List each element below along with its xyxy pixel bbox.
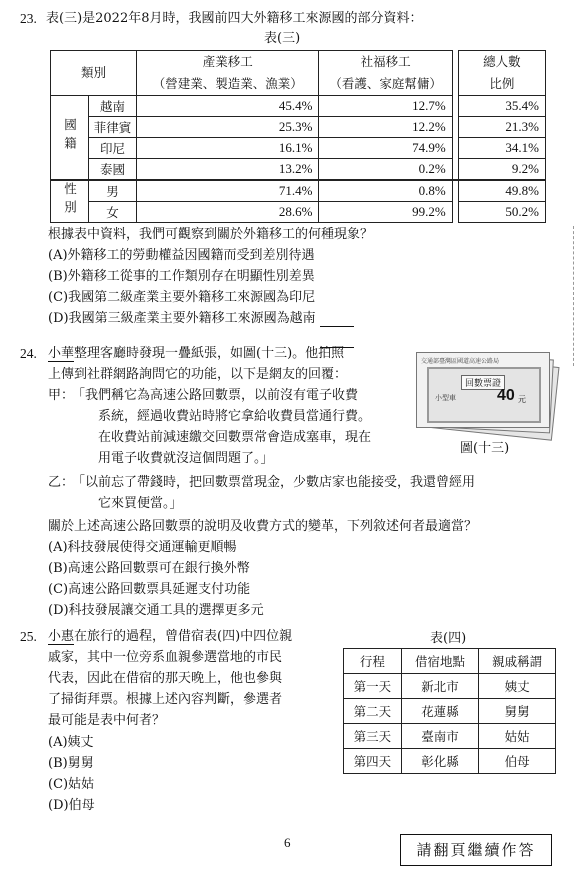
table3-cell: 34.1% — [458, 138, 545, 159]
table4-header: 借宿地點 — [401, 649, 479, 674]
q24-number: 24. — [20, 346, 37, 361]
table3-cell: 28.6% — [137, 202, 319, 223]
q24-option-b[interactable]: (B)高速公路回數票可在銀行換外幣 — [48, 561, 250, 576]
q24-jia-line: 系統，經過收費站時將它拿給收費員當通行費。 — [98, 409, 372, 424]
q24-line1: 整理客廳時發現一疊紙張，如圖(十三)。他拍照 — [74, 346, 345, 361]
q25-line: 最可能是表中何者？ — [48, 713, 166, 728]
turn-page-note: 請翻頁繼續作答 — [400, 834, 552, 866]
figure13-ticket-stack — [410, 348, 560, 443]
table4-cell: 第一天 — [344, 674, 402, 699]
q23-stem: 表(三)是2022年8月時，我國前四大外籍移工來源國的部分資料： — [46, 11, 423, 26]
table4-cell: 花蓮縣 — [401, 699, 479, 724]
q23-option-b[interactable]: (B)外籍移工從事的工作類別存在明顯性別差異 — [48, 269, 315, 284]
page-number: 6 — [284, 835, 291, 850]
q23-question: 根據表中資料，我們可觀察到關於外籍移工的何種現象？ — [48, 227, 374, 242]
q25-line: 在旅行的過程，曾借宿表(四)中四位親 — [74, 629, 293, 644]
underline-indonesia — [320, 326, 354, 327]
q23-option-c[interactable]: (C)我國第二級產業主要外籍移工來源國為印尼 — [48, 290, 316, 305]
table3-header-welfare: 社福移工 — [319, 51, 452, 74]
table3-title: 表(三) — [264, 31, 301, 46]
table3-group-gender: 性別 — [62, 181, 78, 219]
table3-cell: 71.4% — [137, 180, 319, 202]
q23-number: 23. — [20, 11, 37, 26]
q23-option-a[interactable]: (A)外籍移工的勞動權益因國籍而受到差別待遇 — [48, 248, 315, 263]
ticket-unit: 元 — [518, 395, 526, 404]
table4-header: 親戚稱謂 — [479, 649, 556, 674]
q24-line2: 上傳到社群網路詢問它的功能，以下是網友的回覆： — [48, 367, 348, 382]
table3-cell: 99.2% — [319, 202, 452, 223]
table3 — [50, 50, 546, 223]
q25-line: 了掃街拜票。根據上述內容判斷，參選者 — [48, 692, 283, 707]
q25-option-b[interactable]: (B)舅舅 — [48, 756, 94, 771]
q24-question: 關於上述高速公路回數票的說明及收費方式的變革，下列敘述何者最適當？ — [48, 519, 478, 534]
table3-cell: 50.2% — [458, 202, 545, 223]
ticket-title: 回數票證 — [461, 375, 505, 390]
table4 — [343, 648, 556, 774]
table3-cell: 12.7% — [319, 96, 452, 117]
table3-row-label: 菲律賓 — [88, 117, 136, 138]
table3-row-label: 男 — [88, 180, 136, 202]
table3-cell: 13.2% — [137, 159, 319, 181]
ticket-type: 小型車 — [435, 394, 456, 402]
table3-row-label: 泰國 — [88, 159, 136, 181]
table3-cell: 74.9% — [319, 138, 452, 159]
q24-yi-line: 「以前忘了帶錢時，把回數票當現金，少數店家也能接受，我還曾經用 — [72, 475, 476, 490]
table3-header-total-sub: 比例 — [458, 73, 545, 96]
table3-group-nationality: 國籍 — [62, 117, 78, 155]
q24-yi-label: 乙： — [48, 475, 75, 490]
table4-title: 表(四) — [430, 631, 467, 646]
table3-row-label: 越南 — [88, 96, 136, 117]
table3-cell: 9.2% — [458, 159, 545, 181]
table4-cell: 新北市 — [401, 674, 479, 699]
table3-row-label: 女 — [88, 202, 136, 223]
margin-dashed-line — [573, 226, 574, 366]
table4-cell: 臺南市 — [401, 724, 479, 749]
table3-cell: 16.1% — [137, 138, 319, 159]
q24-name: 小華 — [48, 346, 75, 361]
q25-name: 小惠 — [48, 629, 75, 644]
table3-header-welfare-sub: （看護、家庭幫傭） — [319, 73, 452, 96]
ticket-front — [416, 352, 550, 428]
q23-option-d[interactable]: (D)我國第三級產業主要外籍移工來源國為越南 — [48, 311, 316, 326]
q24-yi-line: 它來買便當。」 — [98, 496, 183, 511]
q25-option-c[interactable]: (C)姑姑 — [48, 777, 95, 792]
table4-cell: 第四天 — [344, 749, 402, 774]
table4-cell: 彰化縣 — [401, 749, 479, 774]
figure13-caption: 圖(十三) — [460, 441, 510, 456]
q24-jia-line: 「我們稱它為高速公路回數票，以前沒有電子收費 — [72, 388, 359, 403]
q24-option-d[interactable]: (D)科技發展讓交通工具的選擇更多元 — [48, 603, 264, 618]
q24-jia-label: 甲： — [48, 388, 75, 403]
table3-cell: 35.4% — [458, 96, 545, 117]
q25-option-d[interactable]: (D)伯母 — [48, 798, 95, 813]
table3-cell: 21.3% — [458, 117, 545, 138]
table3-header-category: 類別 — [51, 51, 137, 96]
q25-line: 戚家，其中一位旁系血親參選當地的市民 — [48, 650, 283, 665]
ticket-value: 40 — [497, 387, 515, 404]
q24-jia-line: 用電子收費就沒這個問題了。」 — [98, 451, 274, 466]
ticket-header: 交通部臺灣區國道高速公路局 — [421, 358, 500, 365]
table3-cell: 49.8% — [458, 180, 545, 202]
table4-cell: 第三天 — [344, 724, 402, 749]
table4-cell: 伯母 — [479, 749, 556, 774]
q24-option-a[interactable]: (A)科技發展使得交通運輸更順暢 — [48, 540, 237, 555]
table4-cell: 姑姑 — [479, 724, 556, 749]
table4-cell: 第二天 — [344, 699, 402, 724]
table3-cell: 25.3% — [137, 117, 319, 138]
table3-header-total: 總人數 — [458, 51, 545, 74]
table3-header-industrial-sub: （營建業、製造業、漁業） — [137, 73, 319, 96]
table3-cell: 45.4% — [137, 96, 319, 117]
table4-cell: 舅舅 — [479, 699, 556, 724]
q24-jia-line: 在收費站前減速繳交回數票常會造成塞車，現在 — [98, 430, 372, 445]
q24-option-c[interactable]: (C)高速公路回數票具延遲支付功能 — [48, 582, 251, 597]
q25-number: 25. — [20, 629, 37, 644]
q25-line: 代表，因此在借宿的那天晚上，他也參與 — [48, 671, 283, 686]
table4-header: 行程 — [344, 649, 402, 674]
table3-cell: 0.2% — [319, 159, 452, 181]
table3-cell: 12.2% — [319, 117, 452, 138]
table4-cell: 姨丈 — [479, 674, 556, 699]
table3-cell: 0.8% — [319, 180, 452, 202]
table3-header-industrial: 產業移工 — [137, 51, 319, 74]
q25-option-a[interactable]: (A)姨丈 — [48, 735, 94, 750]
table3-row-label: 印尼 — [88, 138, 136, 159]
